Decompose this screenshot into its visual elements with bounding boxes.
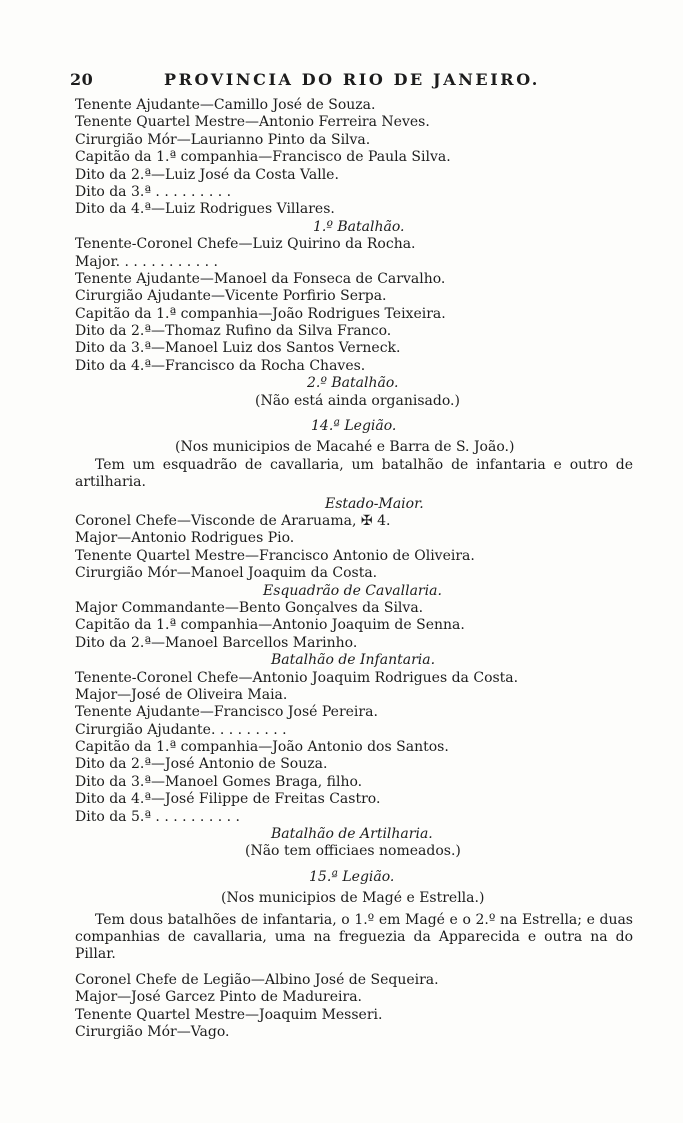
section-heading: 1.º Batalhão. (313, 218, 405, 235)
text-line: Coronel Chefe de Legião—Albino José de Sequeira. (75, 971, 439, 988)
text-line: Major—Antonio Rodrigues Pio. (75, 530, 295, 547)
text-line: Cirurgião Mór—Manoel Joaquim da Costa. (75, 565, 378, 582)
text-line: Dito da 2.ª—José Antonio de Souza. (75, 756, 328, 773)
text-line: Capitão da 1.ª companhia—João Antonio dos Santos. (75, 739, 449, 756)
text-line: Tenente Quartel Mestre—Joaquim Messeri. (75, 1006, 383, 1023)
subsection-heading: Esquadrão de Cavallaria. (263, 582, 442, 599)
text-line: Dito da 3.ª—Manoel Luiz dos Santos Verneck. (75, 340, 401, 357)
section-heading: 2.º Batalhão. (307, 375, 399, 392)
text-line: Tenente-Coronel Chefe—Antonio Joaquim Rodrigues da Costa. (75, 669, 519, 686)
text-line: Cirurgião Mór—Vago. (75, 1024, 230, 1040)
legion-description: Tem dous batalhões de infantaria, o 1.º em Magé e o 2.º na Estrella; e duas companhias de cavallaria, uma na freguezia da Apparecida e outra na do Pillar. (75, 911, 633, 963)
text-line: Tenente Quartel Mestre—Antonio Ferreira Neves. (75, 114, 430, 131)
text-line: Dito da 5.ª . . . . . . . . . . (75, 808, 240, 825)
page-number: 20 (70, 70, 94, 89)
text-line: Tenente Ajudante—Camillo José de Souza. (75, 97, 376, 113)
text-line: Cirurgião Ajudante—Vicente Porfirio Serpa. (75, 288, 387, 305)
text-line: Cirurgião Mór—Laurianno Pinto da Silva. (75, 131, 371, 148)
legion-municipios: (Nos municipios de Magé e Estrella.) (221, 890, 485, 907)
legion-heading: 15.ª Legião. (309, 868, 395, 885)
text-line: Tenente Ajudante—Manoel da Fonseca de Carvalho. (75, 270, 446, 287)
text-line: Tenente Ajudante—Francisco José Pereira. (75, 704, 378, 721)
text-line: Tenente Quartel Mestre—Francisco Antonio de Oliveira. (75, 547, 475, 564)
page-header (70, 70, 548, 94)
legion-municipios: (Nos municipios de Macahé e Barra de S. João.) (175, 439, 515, 456)
text-line: Major Commandante—Bento Gonçalves da Silva. (75, 599, 424, 616)
subsection-heading: Batalhão de Artilharia. (271, 826, 433, 843)
text-line: Major. . . . . . . . . . . . (75, 253, 218, 270)
subsection-heading: Estado-Maior. (325, 495, 424, 512)
section-note: (Não está ainda organisado.) (255, 392, 460, 409)
subsection-heading: Batalhão de Infantaria. (271, 652, 436, 669)
text-line: Capitão da 1.ª companhia—Francisco de Paula Silva. (75, 149, 451, 166)
text-line: Major—José Garcez Pinto de Madureira. (75, 989, 362, 1006)
block-2 (75, 236, 635, 375)
text-line: Coronel Chefe—Visconde de Araruama, ✠ 4. (75, 513, 391, 530)
running-title: PROVINCIA DO RIO DE JANEIRO. (164, 70, 540, 89)
text-line: Dito da 3.ª—Manoel Gomes Braga, filho. (75, 773, 363, 790)
text-line: Major—José de Oliveira Maia. (75, 686, 288, 703)
text-line: Dito da 2.ª—Thomaz Rufino da Silva Franco. (75, 323, 392, 340)
text-line: Cirurgião Ajudante. . . . . . . . . (75, 721, 287, 738)
block-1 (75, 97, 635, 219)
text-line: Dito da 2.ª—Luiz José da Costa Valle. (75, 166, 339, 183)
text-line: Dito da 4.ª—Luiz Rodrigues Villares. (75, 201, 335, 218)
page-body (75, 97, 635, 1041)
text-line: Dito da 2.ª—Manoel Barcellos Marinho. (75, 634, 358, 651)
legion-description: Tem um esquadrão de cavallaria, um batalhão de infantaria e outro de artilharia. (75, 456, 633, 491)
text-line: Tenente-Coronel Chefe—Luiz Quirino da Rocha. (75, 236, 416, 253)
text-line: Capitão da 1.ª companhia—Antonio Joaquim de Senna. (75, 617, 465, 634)
legion-heading: 14.ª Legião. (311, 418, 397, 435)
text-line: Dito da 4.ª—José Filippe de Freitas Castro. (75, 791, 381, 808)
text-line: Dito da 4.ª—Francisco da Rocha Chaves. (75, 357, 366, 374)
section-note: (Não tem officiaes nomeados.) (245, 843, 461, 860)
text-line: Dito da 3.ª . . . . . . . . . (75, 183, 232, 200)
text-line: Capitão da 1.ª companhia—João Rodrigues Teixeira. (75, 305, 446, 322)
